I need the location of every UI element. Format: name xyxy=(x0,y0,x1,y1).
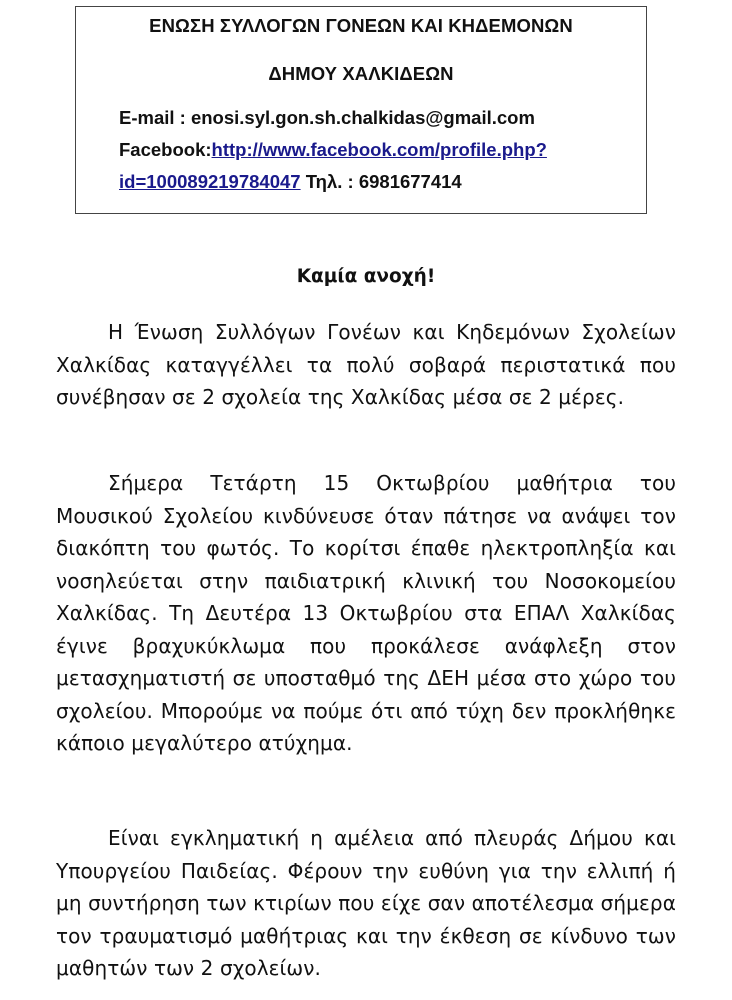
paragraph-3: Είναι εγκληματική η αμέλεια από πλευράς Δήμου και Υπουργείου Παιδείας. Φέρουν την ευθύνη για την ελλιπή ή μη συντήρηση των κτιρίων που είχε σαν αποτέλεσμα σήμερα τον τραυματισμό μαθήτριας και την έκθεση σε κίνδυνο των μαθητών των 2 σχολείων. xyxy=(56,826,676,980)
facebook-phone-line xyxy=(119,171,462,193)
phone-number: 6981677414 xyxy=(358,171,462,192)
email-label: E-mail : xyxy=(119,107,191,128)
facebook-link-part2[interactable]: id=100089219784047 xyxy=(119,171,301,192)
email-line xyxy=(119,107,535,129)
email-address: enosi.syl.gon.sh.chalkidas@gmail.com xyxy=(190,107,535,128)
facebook-label: Facebook: xyxy=(119,139,212,160)
letterhead-box xyxy=(75,6,647,214)
phone-label: Τηλ. : xyxy=(300,171,359,192)
facebook-line xyxy=(119,139,547,161)
municipality-name: ΔΗΜΟΥ ΧΑΛΚΙΔΕΩΝ xyxy=(268,63,454,84)
paragraph-2: Σήμερα Τετάρτη 15 Οκτωβρίου μαθήτρια του Μουσικού Σχολείου κινδύνευσε όταν πάτησε να ανάψει τον διακόπτη του φωτός. Το κορίτσι έπαθε ηλεκτροπληξία και νοσηλεύεται στην παιδιατρική κλινική του Νοσοκομείου Χαλκίδας. Τη Δευτέρα 13 Οκτωβρίου στα ΕΠΑΛ Χαλκίδας έγινε βραχυκύκλωμα που προκάλεσε ανάφλεξη στον μετασχηματιστή σε υποσταθμό της ΔΕΗ μέσα στο χώρο του σχολείου. Μπορούμε να πούμε ότι από τύχη δεν προκλήθηκε κάποιο μεγαλύτερο ατύχημα. xyxy=(56,471,676,755)
document-title: Καμία ανοχή! xyxy=(296,266,436,287)
facebook-link-part1[interactable]: http://www.facebook.com/profile.php? xyxy=(211,139,547,160)
paragraph-1: Η Ένωση Συλλόγων Γονέων και Κηδεμόνων Σχολείων Χαλκίδας καταγγέλλει τα πολύ σοβαρά περιστατικά που συνέβησαν σε 2 σχολεία της Χαλκίδας μέσα σε 2 μέρες. xyxy=(56,320,676,409)
organization-name: ΕΝΩΣΗ ΣΥΛΛΟΓΩΝ ΓΟΝΕΩΝ ΚΑΙ ΚΗΔΕΜΟΝΩΝ xyxy=(149,15,573,36)
